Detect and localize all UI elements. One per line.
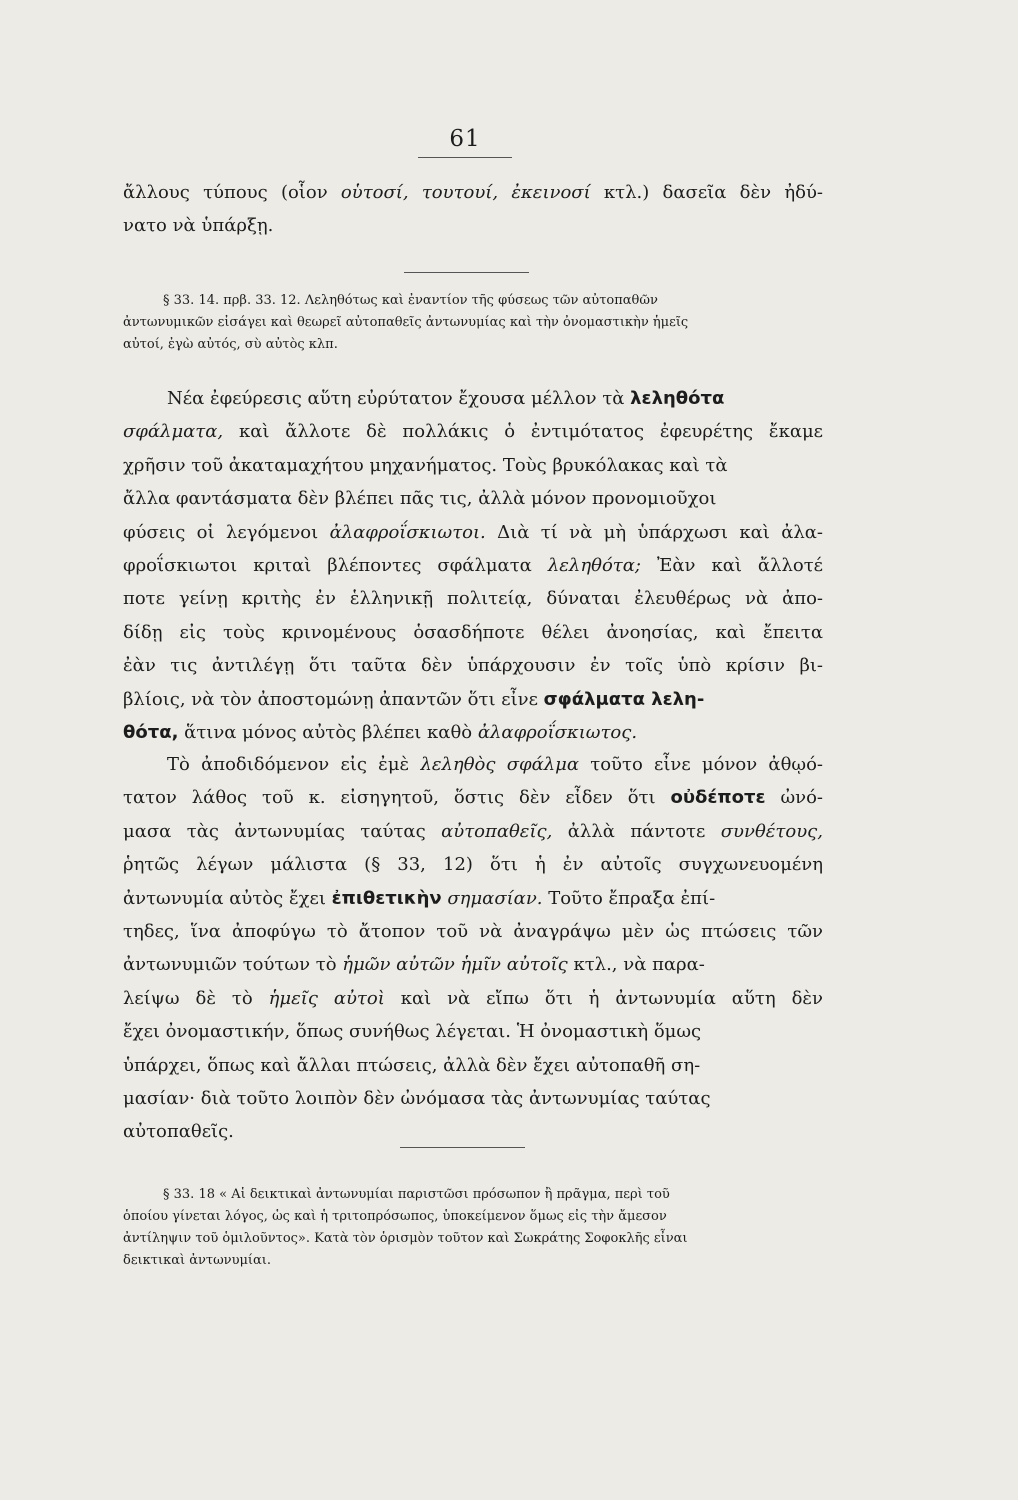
italic-text: ἀλαφροΐσκιωτος. [477,722,638,744]
text-run: ὑπάρχει, ὅπως καὶ ἄλλαι πτώσεις, ἀλλὰ δὲν ἔχει αὐτοπαθῆ ση- [123,1054,701,1076]
text-line [123,616,823,649]
text-run: ἅτινα μόνος αὐτὸς βλέπει καθὸ [178,722,478,744]
text-line [123,848,823,881]
italic-text: ἀλαφροΐσκιωτοι. [329,521,486,543]
bold-text: ἐπιθετικὴν [331,887,442,909]
text-line [123,209,823,242]
italic-text: ἡμεῖς αὐτοὶ [268,987,385,1009]
text-run: ἀντωνυμιῶν τούτων τὸ [123,954,343,976]
italic-text: λεληθὸς σφάλμα [420,754,580,775]
text-line [123,748,823,781]
text-run: τοῦτο εἶνε μόνον ἀθῳό- [579,754,824,775]
text-line [123,176,823,209]
italic-text: σημασίαν. [447,887,543,909]
text-line [123,516,823,549]
text-line [123,716,823,749]
text-run: φροΐσκιωτοι κριταὶ βλέποντες σφάλματα [123,555,548,577]
text-run: Τοῦτο ἔπραξα ἐπί- [542,887,716,909]
footnote-2 [123,1184,823,1272]
italic-text: σφάλματα, [123,421,224,443]
text-line [123,1082,823,1115]
text-run: αὐτοί, ἐγὼ αὐτός, σὺ αὐτὸς κλπ. [123,337,338,352]
italic-text: συνθέτους, [720,820,823,842]
text-run: δίδῃ εἰς τοὺς κρινομένους ὁσασδήποτε θέλει ἀνοησίας, καὶ ἔπειτα [123,621,823,643]
text-line [123,482,823,515]
text-run: Νέα ἐφεύρεσις αὕτη εὐρύτατον ἔχουσα μέλλον τὰ [167,388,631,409]
text-run: § 33. 14. πρβ. 33. 12. Λεληθότως καὶ ἐναντίον τῆς φύσεως τῶν αὐτοπαθῶν [163,293,658,308]
italic-text: λεληθότα; [547,555,641,577]
text-run: καὶ νὰ εἴπω ὅτι ἡ ἀντωνυμία αὕτη δὲν [384,987,824,1009]
text-line [123,312,823,334]
text-run: μασα τὰς ἀντωνυμίας ταύτας [123,820,442,842]
text-run: ὁποίου γίνεται λόγος, ὡς καὶ ἡ τριτοπρόσωπος, ὑποκείμενον ὅμως εἰς τὴν ἄμεσον [123,1209,667,1224]
main-paragraph-2 [123,748,823,1149]
text-run: Διὰ τί νὰ μὴ ὑπάρχωσι καὶ ἀλα- [485,521,824,543]
text-line [123,290,823,312]
text-line [123,1250,823,1272]
text-line [123,449,823,482]
text-line [123,982,823,1015]
text-line [123,1206,823,1228]
main-paragraph-1 [123,382,823,749]
text-run: τηδες, ἵνα ἀποφύγω τὸ ἄτοπον τοῦ νὰ ἀναγράψω μὲν ὡς πτώσεις τῶν [123,921,823,943]
page-number-rule [418,157,512,158]
text-line [123,1115,823,1148]
text-line [123,549,823,582]
text-run: ἀντίληψιν τοῦ ὁμιλοῦντος». Κατὰ τὸν ὁρισμὸν τοῦτον καὶ Σωκράτης Σοφοκλῆς εἶναι [123,1231,688,1246]
text-run: Ἐὰν καὶ ἄλλοτέ [640,555,824,577]
text-run: λείψω δὲ τὸ [123,987,269,1009]
text-line [123,882,823,915]
text-line [123,815,823,848]
text-run: ἔχει ὀνομαστικήν, ὅπως συνήθως λέγεται. Ἡ ὀνομαστικὴ ὅμως [123,1021,702,1043]
text-run: Τὸ ἀποδιδόμενον εἰς ἐμὲ [167,754,421,775]
text-run: ποτε γείνῃ κριτὴς ἐν ἑλληνικῇ πολιτείᾳ, δύναται ἐλευθέρως νὰ ἀπο- [123,588,823,610]
italic-text: αὐτοπαθεῖς, [441,820,553,842]
text-line [123,334,823,356]
text-run: τατον λάθος τοῦ κ. εἰσηγητοῦ, ὅστις δὲν εἶδεν ὅτι [123,787,671,809]
text-line [123,1228,823,1250]
text-line [123,1049,823,1082]
text-line [123,948,823,981]
text-line [123,915,823,948]
text-run: μασίαν· διὰ τοῦτο λοιπὸν δὲν ὠνόμασα τὰς ἀντωνυμίας ταύτας [123,1088,711,1110]
text-run: ἀλλὰ πάντοτε [552,820,721,842]
top-paragraph [123,176,823,243]
text-line [123,1184,823,1206]
text-run: ἐὰν τις ἀντιλέγῃ ὅτι ταῦτα δὲν ὑπάρχουσιν ἐν τοῖς ὑπὸ κρίσιν βι- [123,655,823,677]
section-divider-1 [404,272,529,273]
text-run: ἄλλα φαντάσματα δὲν βλέπει πᾶς τις, ἀλλὰ μόνον προνομιοῦχοι [123,488,717,510]
text-run: φύσεις οἱ λεγόμενοι [123,521,330,543]
text-run: δεικτικαὶ ἀντωνυμίαι. [123,1253,272,1268]
page-number: 61 [449,126,481,152]
bold-text: θότα, [123,722,179,744]
section-divider-2 [400,1147,525,1148]
bold-text: οὐδέποτε [670,787,766,809]
text-run: κτλ.) δασεῖα δὲν ἠδύ- [590,182,823,203]
italic-text: ἡμῶν αὐτῶν ἡμῖν αὐτοῖς [342,954,568,976]
text-run: νατο νὰ ὑπάρξῃ. [123,215,274,237]
text-run: ῥητῶς λέγων μάλιστα (§ 33, 12) ὅτι ἡ ἐν αὐτοῖς συγχωνευομένη [123,854,823,876]
footnote-1 [123,290,823,356]
text-line [123,683,823,716]
text-run: ἀντωνυμικῶν εἰσάγει καὶ θεωρεῖ αὐτοπαθεῖς ἀντωνυμίας καὶ τὴν ὀνομαστικὴν ἡμεῖς [123,315,689,330]
text-run: § 33. 18 « Αἱ δεικτικαὶ ἀντωνυμίαι παριστῶσι πρόσωπον ἢ πρᾶγμα, περὶ τοῦ [163,1187,670,1202]
text-line [123,582,823,615]
text-run: ἄλλους τύπους (οἷον [123,182,341,203]
text-line [123,1015,823,1048]
italic-text: οὑτοσί, τουτουί, ἐκεινοσί [340,182,591,203]
text-run: χρῆσιν τοῦ ἀκαταμαχήτου μηχανήματος. Τοὺς βρυκόλακας καὶ τὰ [123,454,728,476]
text-line [123,382,823,415]
text-run: ἀντωνυμία αὐτὸς ἔχει [123,887,332,909]
text-line [123,415,823,448]
text-line [123,781,823,814]
text-run: καὶ ἄλλοτε δὲ πολλάκις ὁ ἐντιμότατος ἐφευρέτης ἔκαμε [223,421,823,443]
text-run: βλίοις, νὰ τὸν ἀποστομώνῃ ἀπαντῶν ὅτι εἶνε [123,688,544,710]
bold-text: λεληθότα [630,388,725,409]
text-run: αὐτοπαθεῖς. [123,1121,234,1143]
text-run: ὠνό- [765,787,823,809]
text-line [123,649,823,682]
text-run: κτλ., νὰ παρα- [567,954,705,976]
bold-text: σφάλματα λελη- [543,688,705,710]
